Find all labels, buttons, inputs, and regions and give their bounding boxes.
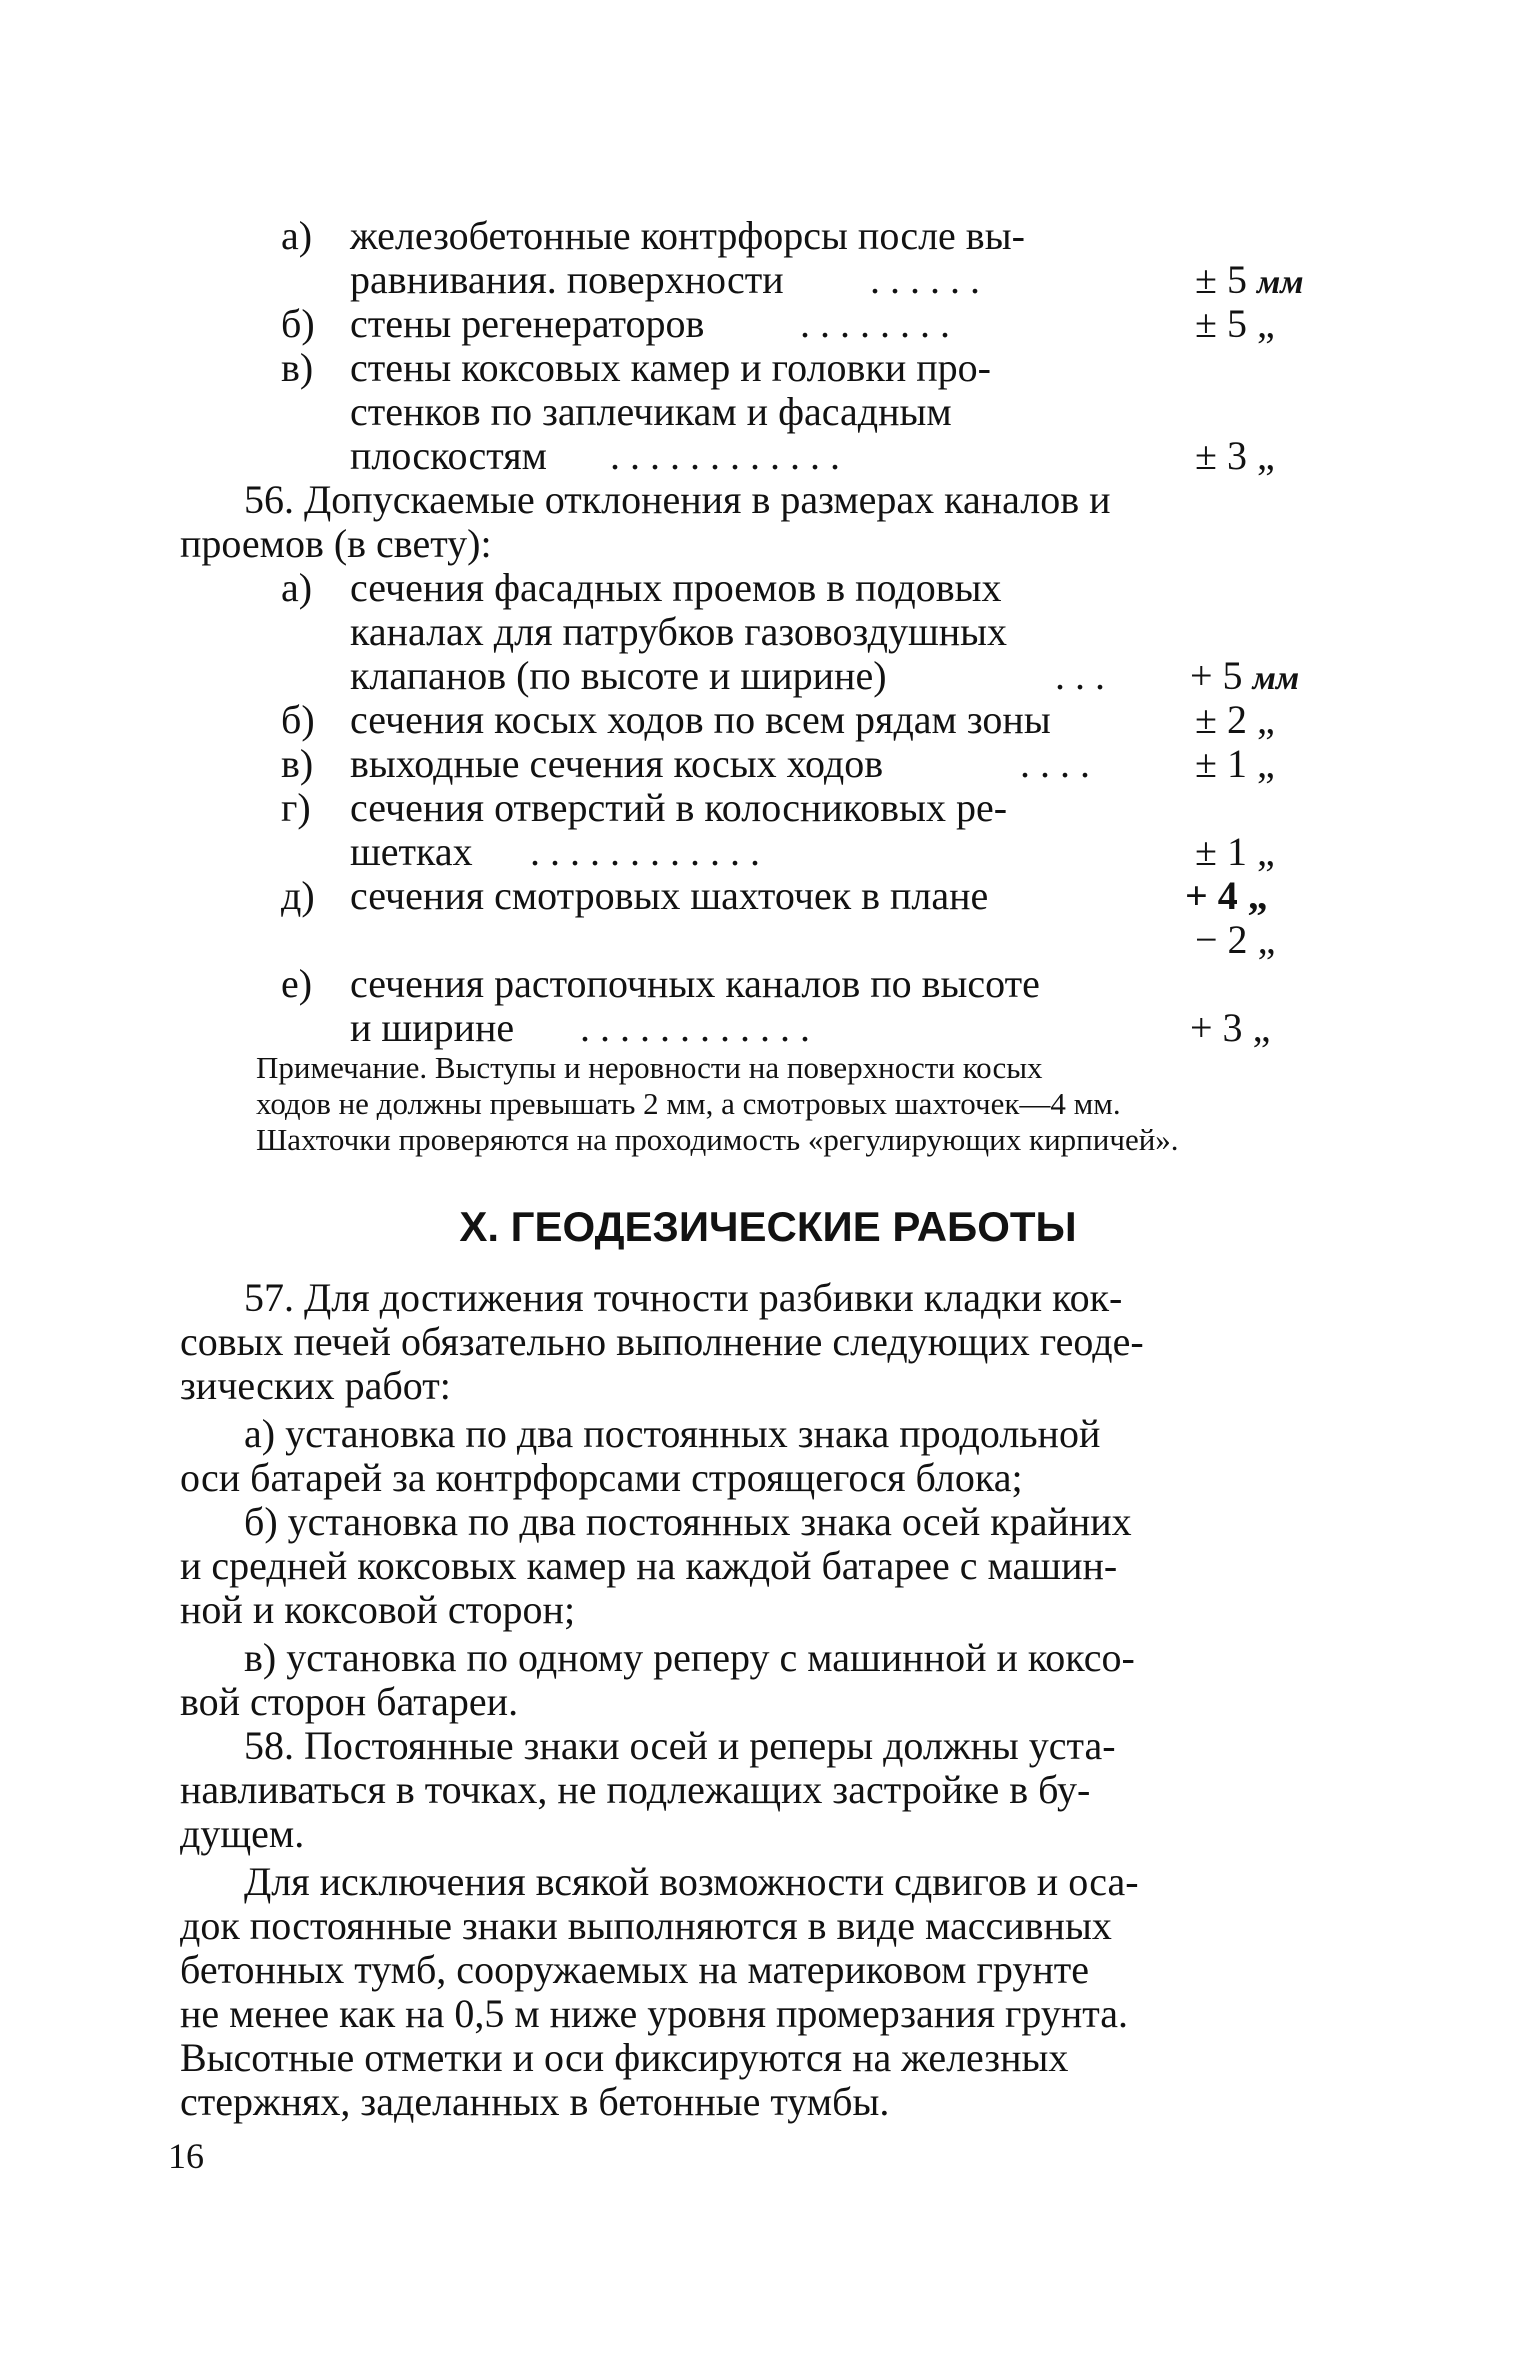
leader-dots: ....	[1020, 741, 1100, 786]
item-text-line: сечения отверстий в колосниковых ре-	[350, 785, 1008, 830]
item-marker: а)	[281, 213, 313, 258]
paragraph-line: бетонных тумб, сооружаемых на материковом грунте	[180, 1947, 1089, 1992]
paragraph-line: в) установка по одному реперу с машинной и коксо-	[244, 1635, 1135, 1680]
item-text-line: стены коксовых камер и головки про-	[350, 345, 991, 390]
item-marker: б)	[281, 301, 315, 346]
item-text-line: стены регенераторов	[350, 301, 705, 346]
paragraph-line: совых печей обязательно выполнение следующих геоде-	[180, 1319, 1144, 1364]
note-line: ходов не должны превышать 2 мм, а смотровых шахточек—4 мм.	[256, 1086, 1121, 1121]
tolerance-value: + 5 мм	[1190, 653, 1300, 698]
note-line: Примечание. Выступы и неровности на поверхности косых	[256, 1050, 1043, 1085]
item-text-line: выходные сечения косых ходов	[350, 741, 884, 786]
tolerance-value: + 3 „	[1190, 1005, 1271, 1050]
item-text-line: сечения фасадных проемов в подовых	[350, 565, 1002, 610]
item-marker: г)	[281, 785, 311, 830]
paragraph-line: док постоянные знаки выполняются в виде массивных	[180, 1903, 1112, 1948]
page-number: 16	[168, 2136, 204, 2176]
item-text-line: шетках	[350, 829, 473, 874]
item-text-line: каналах для патрубков газовоздушных	[350, 609, 1008, 654]
tolerance-value: ± 2 „	[1195, 697, 1275, 742]
clause-text-line: проемов (в свету):	[180, 521, 492, 566]
tolerance-value: + 4 „	[1185, 873, 1268, 918]
tolerance-value: ± 1 „	[1195, 741, 1275, 786]
paragraph-line: оси батарей за контрфорсами строящегося блока;	[180, 1455, 1023, 1500]
tolerance-value: ± 3 „	[1195, 433, 1275, 478]
paragraph-line: стержнях, заделанных в бетонные тумбы.	[180, 2079, 890, 2124]
leader-dots: ............	[610, 433, 850, 478]
paragraph-line: и средней коксовых камер на каждой батарее с машин-	[180, 1543, 1118, 1588]
item-marker: а)	[281, 565, 313, 610]
paragraph-line: ной и коксовой сторон;	[180, 1587, 576, 1632]
leader-dots: ............	[530, 829, 770, 874]
leader-dots: ........	[800, 301, 960, 346]
item-text-line: стенков по заплечикам и фасадным	[350, 389, 952, 434]
item-marker: е)	[281, 961, 313, 1006]
paragraph-line: Высотные отметки и оси фиксируются на железных	[180, 2035, 1069, 2080]
item-text-line: и ширине	[350, 1005, 515, 1050]
paragraph-line: а) установка по два постоянных знака продольной	[244, 1411, 1101, 1456]
paragraph-line: зических работ:	[180, 1363, 451, 1408]
paragraph-line: 57. Для достижения точности разбивки кладки кок-	[244, 1275, 1123, 1320]
item-text-line: сечения косых ходов по всем рядам зоны	[350, 697, 1051, 742]
leader-dots: ......	[870, 257, 990, 302]
item-marker: д)	[281, 873, 315, 918]
paragraph-line: вой сторон батареи.	[180, 1679, 519, 1724]
item-text-line: железобетонные контрфорсы после вы-	[350, 213, 1025, 258]
item-text-line: сечения смотровых шахточек в плане	[350, 873, 989, 918]
paragraph-line: б) установка по два постоянных знака осей крайних	[244, 1499, 1132, 1544]
leader-dots: ............	[580, 1005, 820, 1050]
section-heading: X. ГЕОДЕЗИЧЕСКИЕ РАБОТЫ	[459, 1203, 1077, 1250]
tolerance-value: ± 5 „	[1195, 301, 1275, 346]
item-text-line: равнивания. поверхности	[350, 257, 784, 302]
paragraph-line: Для исключения всякой возможности сдвигов и оса-	[244, 1859, 1139, 1904]
paragraph-line: дущем.	[180, 1811, 305, 1856]
paragraph-line: 58. Постоянные знаки осей и реперы должны уста-	[244, 1723, 1116, 1768]
paragraph-line: не менее как на 0,5 м ниже уровня промерзания грунта.	[180, 1991, 1128, 2036]
note-line: Шахточки проверяются на проходимость «регулирующих кирпичей».	[256, 1122, 1179, 1157]
tolerance-value: ± 5 мм	[1195, 257, 1304, 302]
tolerance-value-lower: − 2 „	[1195, 917, 1276, 962]
paragraph-line: навливаться в точках, не подлежащих застройке в бу-	[180, 1767, 1091, 1812]
item-text-line: плоскостям	[350, 433, 547, 478]
item-marker: в)	[281, 345, 314, 390]
tolerance-value: ± 1 „	[1195, 829, 1275, 874]
clause-text-line: 56. Допускаемые отклонения в размерах каналов и	[244, 477, 1111, 522]
item-text-line: клапанов (по высоте и ширине)	[350, 653, 887, 698]
item-marker: б)	[281, 697, 315, 742]
item-marker: в)	[281, 741, 314, 786]
leader-dots: ...	[1055, 653, 1115, 698]
item-text-line: сечения растопочных каналов по высоте	[350, 961, 1040, 1006]
